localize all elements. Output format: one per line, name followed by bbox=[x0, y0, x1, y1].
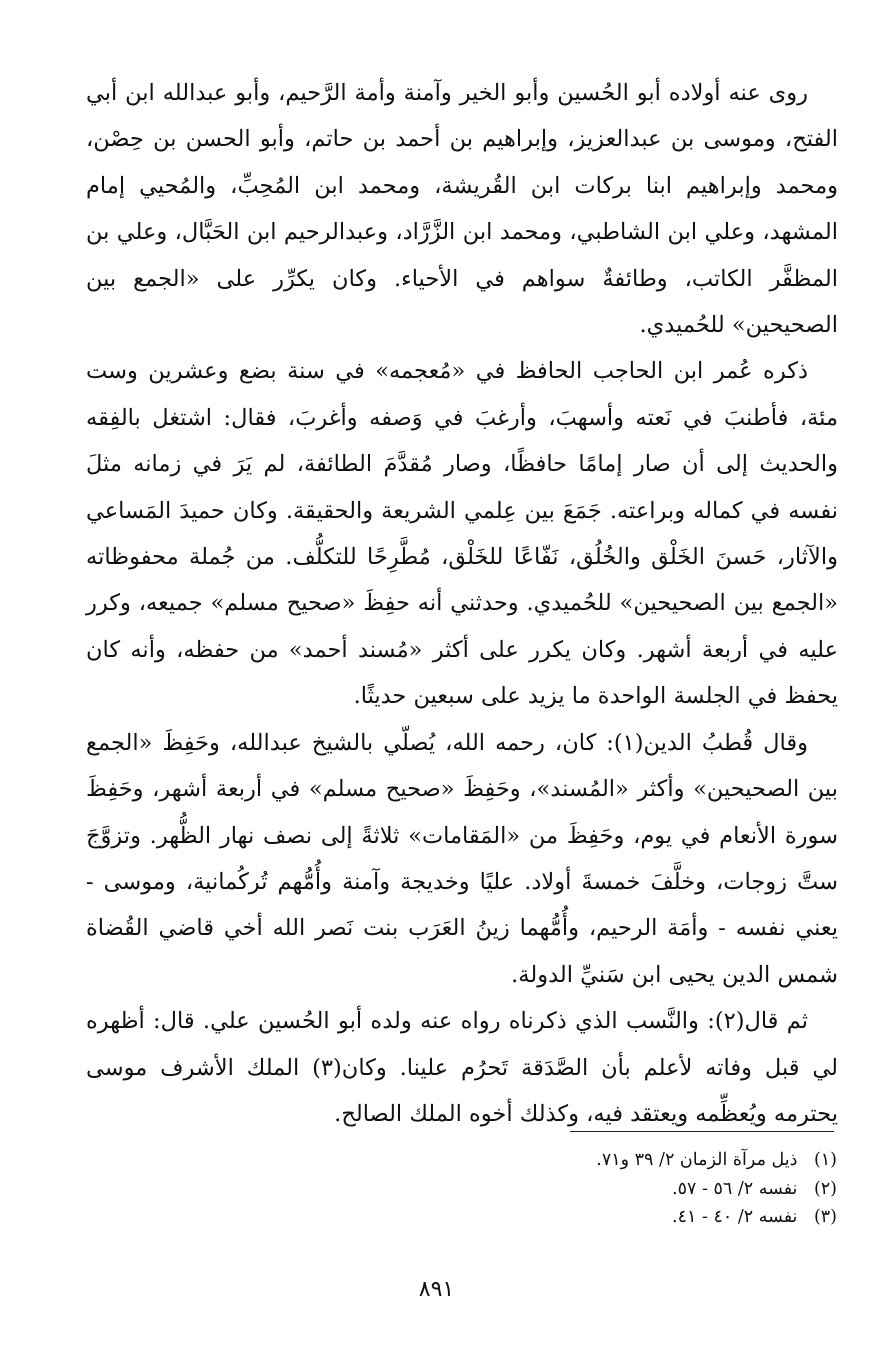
footnote-3 bbox=[137, 1203, 837, 1232]
main-text bbox=[86, 70, 838, 1137]
footnote-number: (٣) bbox=[813, 1207, 837, 1227]
paragraph-3: وقال قُطبُ الدين(١): كان، رحمه الله، يُصلّي بالشيخ عبدالله، وحَفِظَ «الجمع بين الصحيحين» وأكثر «المُسند»، وحَفِظَ «صحيح مسلم» في أربعة أشهر، وحَفِظَ سورة الأنعام في يوم، وحَفِظَ من «المَقامات» ثلاثةً إلى نصف نهار الظُّهر. وتزوَّجَ ستَّ زوجات، وخلَّفَ خمسةَ أولاد. عليًا وخديجة وآمنة وأُمُّهم تُركُمانية، وموسى - يعني نفسه - وأمَة الرحيم، وأُمُّهما زينُ العَرَب بنت نَصر الله أخي قاضي القُضاة شمس الدين يحيى ابن سَنيِّ الدولة. bbox=[86, 729, 838, 988]
paragraph-1: روى عنه أولاده أبو الحُسين وأبو الخير وآمنة وأمة الرَّحيم، وأبو عبدالله ابن أبي الفتح، وموسى بن عبدالعزيز، وإبراهيم بن أحمد بن حاتم، وأبو الحسن بن حِصْن، ومحمد وإبراهيم ابنا بركات ابن القُريشة، ومحمد ابن المُحِبِّ، والمُحيي إمام المشهد، وعلي ابن الشاطبي، ومحمد ابن الزَّرَّاد، وعبدالرحيم ابن الحَبَّال، وعلي بن المظفَّر الكاتب، وطائفةٌ سواهم في الأحياء. وكان يكرِّر على «الجمع بين الصحيحين» للحُميدي. bbox=[86, 80, 838, 339]
paragraph-2: ذكره عُمر ابن الحاجب الحافظ في «مُعجمه» في سنة بضع وعشرين وست مئة، فأطنبَ في نَعته وأسهبَ، وأرغبَ في وَصفه وأغربَ، فقال: اشتغل بالفِقه والحديث إلى أن صار إمامًا حافظًا، وصار مُقدَّمَ الطائفة، لم يَرَ في زمانه مثلَ نفسه في كماله وبراعته. جَمَعَ بين عِلمي الشريعة والحقيقة. وكان حميدَ المَساعي والآثار، حَسنَ الخَلْق والخُلُق، نَفّاعًا للخَلْق، مُطَّرِحًا للتكلُّف. من جُملة محفوظاته «الجمع بين الصحيحين» للحُميدي. وحدثني أنه حفِظَ «صحيح مسلم» جميعه، وكرر عليه في أربعة أشهر. وكان يكرر على أكثر «مُسند أحمد» من حفظه، وأنه كان يحفظ في الجلسة الواحدة ما يزيد على سبعين حديثًا. bbox=[86, 358, 838, 710]
footnote-1 bbox=[137, 1146, 837, 1175]
footnote-number: (٢) bbox=[813, 1178, 837, 1199]
footnote-number: (١) bbox=[813, 1150, 837, 1170]
footnote-text: نفسه ٢/ ٥٦ - ٥٧. bbox=[672, 1178, 798, 1199]
footnote-text: نفسه ٢/ ٤٠ - ٤١. bbox=[672, 1207, 798, 1227]
paragraph-4: ثم قال(٢): والنَّسب الذي ذكرناه رواه عنه ولده أبو الحُسين علي. قال: أظهره لي قبل وفاته لأعلم بأن الصَّدَقة تَحرُم علينا. وكان(٣) الملك الأشرف موسى يحترمه ويُعظِّمه ويعتقد فيه، وكذلك أخوه الملك الصالح. bbox=[86, 1008, 838, 1127]
footnote-2 bbox=[137, 1175, 837, 1204]
page-number: ٨٩١ bbox=[418, 1277, 455, 1302]
footnote-text: ذيل مرآة الزمان ٢/ ٣٩ و٧١. bbox=[596, 1150, 798, 1170]
footnote-divider bbox=[570, 1131, 834, 1132]
footnotes bbox=[137, 1146, 837, 1232]
